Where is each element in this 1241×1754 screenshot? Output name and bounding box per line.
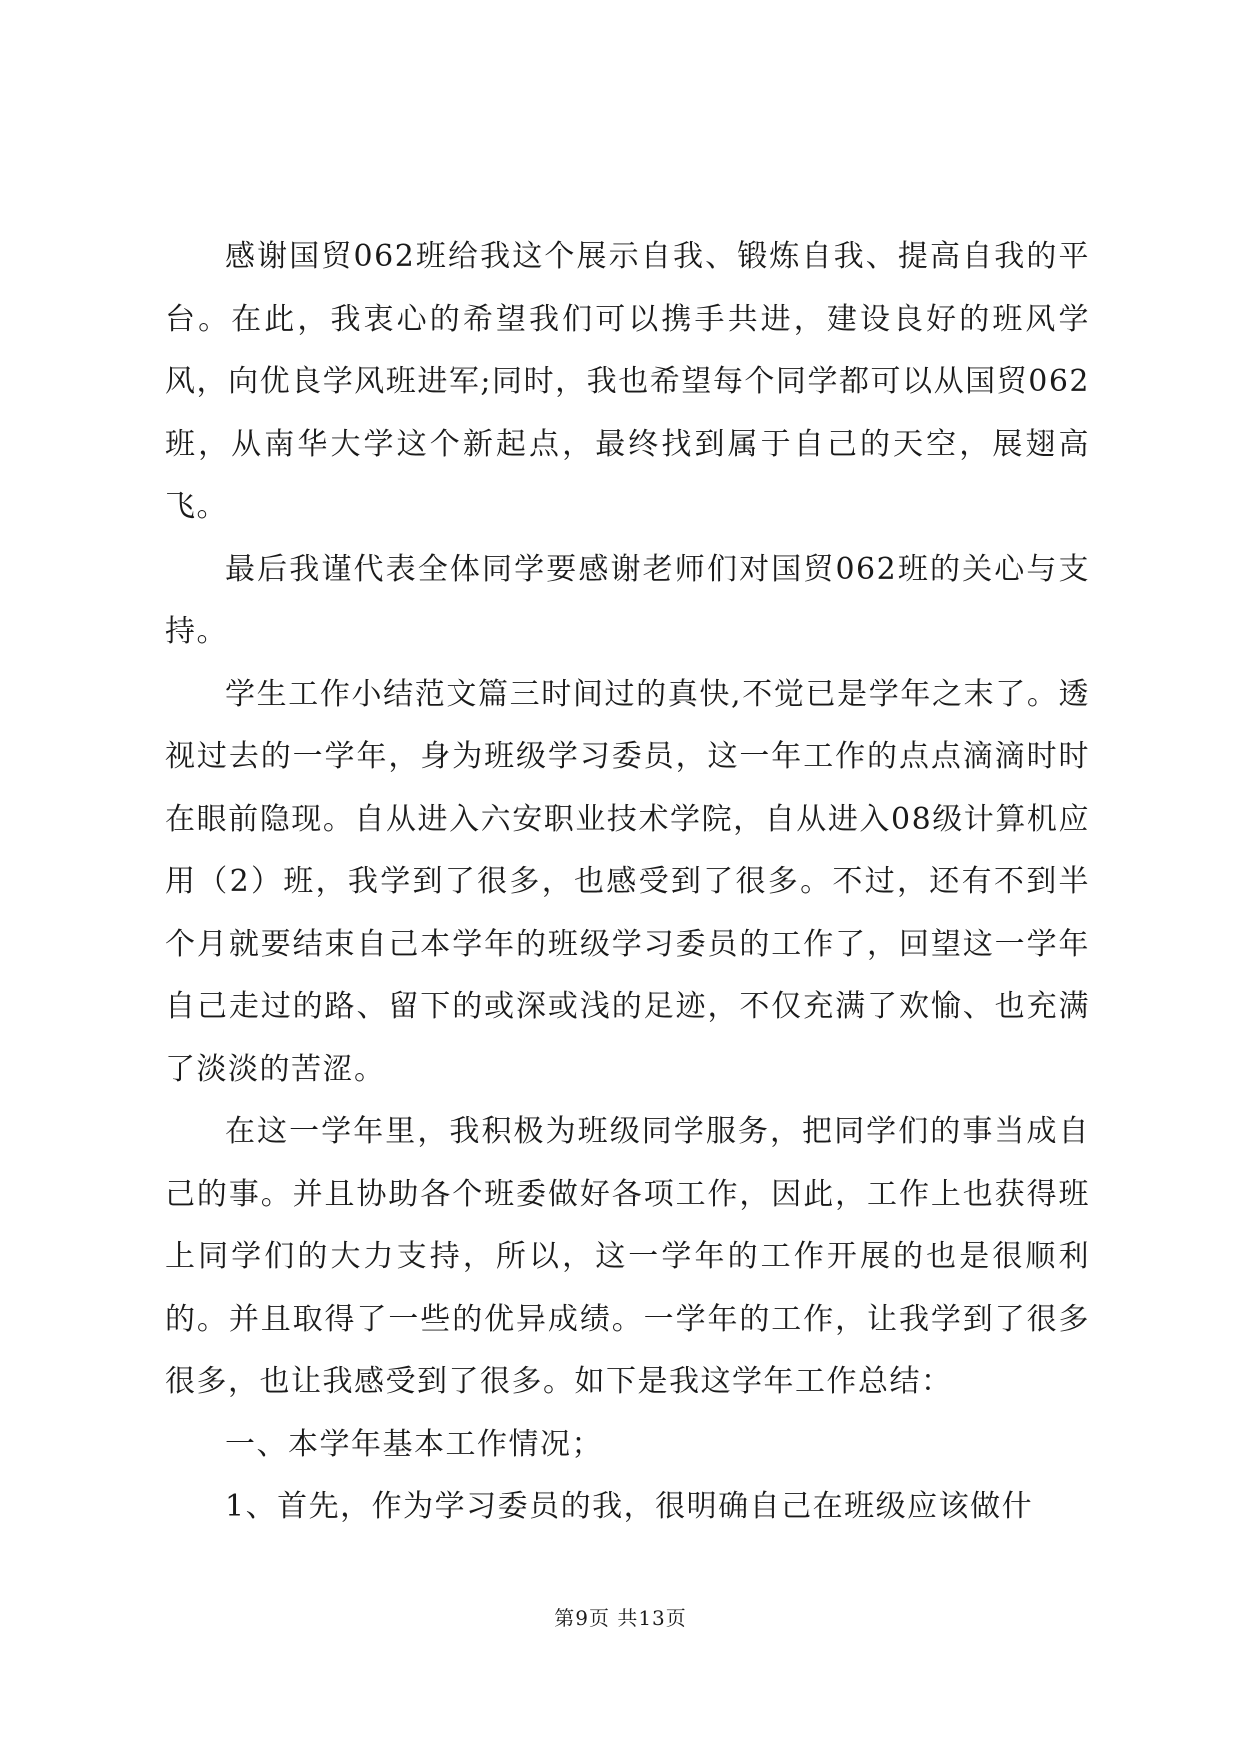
- paragraph: 最后我谨代表全体同学要感谢老师们对国贸062班的关心与支持。: [165, 551, 1090, 649]
- paragraph: 一、本学年基本工作情况；: [225, 1426, 603, 1462]
- paragraph: 学生工作小结范文篇三时间过的真快,不觉已是学年之末了。透视过去的一学年，身为班级学习委员，这一年工作的点点滴滴时时在眼前隐现。自从进入六安职业技术学院，自从进入08级计算机应用（2）班，我学到了很多，也感受到了很多。不过，还有不到半个月就要结束自己本学年的班级学习委员的工作了，回望这一学年自己走过的路、留下的或深或浅的足迹，不仅充满了欢愉、也充满了淡淡的苦涩。: [165, 676, 1090, 1087]
- paragraph: 1、首先，作为学习委员的我，很明确自己在班级应该做什: [225, 1489, 1034, 1524]
- paragraph: 感谢国贸062班给我这个展示自我、锻炼自我、提高自我的平台。在此，我衷心的希望我们可以携手共进，建设良好的班风学风，向优良学风班进军;同时，我也希望每个同学都可以从国贸062班，从南华大学这个新起点，最终找到属于自己的天空，展翅高飞。: [165, 239, 1090, 524]
- document-body: [165, 226, 1090, 1539]
- paragraph: 在这一学年里，我积极为班级同学服务，把同学们的事当成自己的事。并且协助各个班委做好各项工作，因此，工作上也获得班上同学们的大力支持，所以，这一学年的工作开展的也是很顺利的。并且取得了一些的优异成绩。一学年的工作，让我学到了很多很多，也让我感受到了很多。如下是我这学年工作总结：: [165, 1114, 1090, 1399]
- page-number-footer: 第9页 共13页: [554, 1606, 687, 1630]
